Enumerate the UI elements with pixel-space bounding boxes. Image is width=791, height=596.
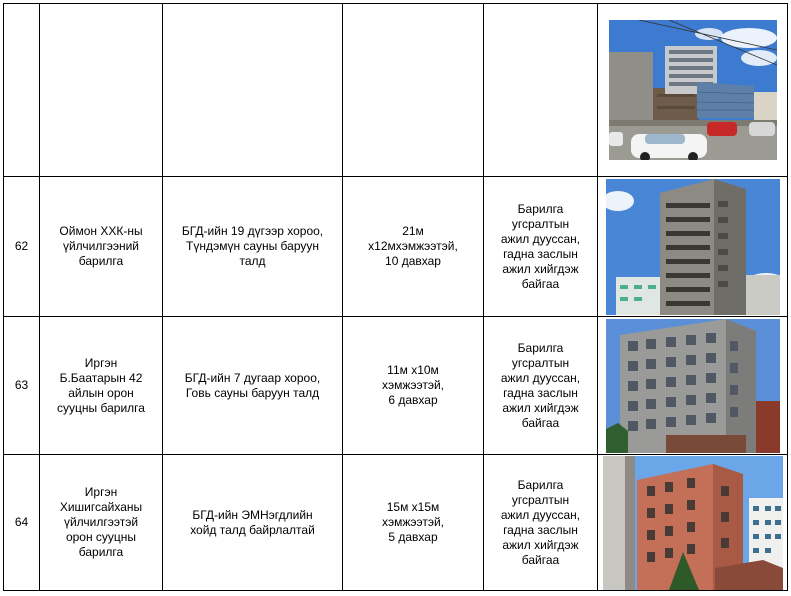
location-cell: БГД-ийн ЭМНэгдлийн хойд талд байрлалтай — [163, 455, 343, 591]
photo-cell — [598, 317, 788, 455]
location-cell: БГД-ийн 7 дугаар хороо, Говь сауны баруун талд — [163, 317, 343, 455]
status-cell: Барилга угсралтын ажил дууссан, гадна заслын ажил хийгдэж байгаа — [484, 177, 598, 317]
object-name-cell: Иргэн Б.Баатарын 42 айлын орон сууцны барилга — [40, 317, 163, 455]
table-row — [4, 317, 788, 455]
object-name-cell: Иргэн Хишигсайханы үйлчилгээтэй орон сууцны барилга — [40, 455, 163, 591]
size-cell — [343, 4, 484, 177]
object-name-cell — [40, 4, 163, 177]
status-cell: Барилга угсралтын ажил дууссан, гадна заслын ажил хийгдэж байгаа — [484, 455, 598, 591]
table-row — [4, 455, 788, 591]
building-photo-icon — [606, 179, 780, 315]
object-name-cell: Оймон ХХК-ны үйлчилгээний барилга — [40, 177, 163, 317]
photo-cell — [598, 177, 788, 317]
row-number-cell: 63 — [4, 317, 40, 455]
status-cell — [484, 4, 598, 177]
size-cell: 11м х10м хэмжээтэй, 6 давхар — [343, 317, 484, 455]
building-photo-icon — [606, 319, 780, 453]
photo-cell — [598, 455, 788, 591]
building-photo-icon — [603, 456, 783, 590]
table-row — [4, 4, 788, 177]
status-cell: Барилга угсралтын ажил дууссан, гадна заслын ажил хийгдэж байгаа — [484, 317, 598, 455]
size-cell: 21м х12мхэмжээтэй, 10 давхар — [343, 177, 484, 317]
row-number-cell: 64 — [4, 455, 40, 591]
row-number-cell — [4, 4, 40, 177]
location-cell — [163, 4, 343, 177]
construction-table — [3, 3, 788, 591]
table-row — [4, 177, 788, 317]
building-photo-icon — [609, 20, 777, 160]
size-cell: 15м х15м хэмжээтэй, 5 давхар — [343, 455, 484, 591]
location-cell: БГД-ийн 19 дүгээр хороо, Түндэмүн сауны баруун талд — [163, 177, 343, 317]
row-number-cell: 62 — [4, 177, 40, 317]
photo-cell — [598, 4, 788, 177]
